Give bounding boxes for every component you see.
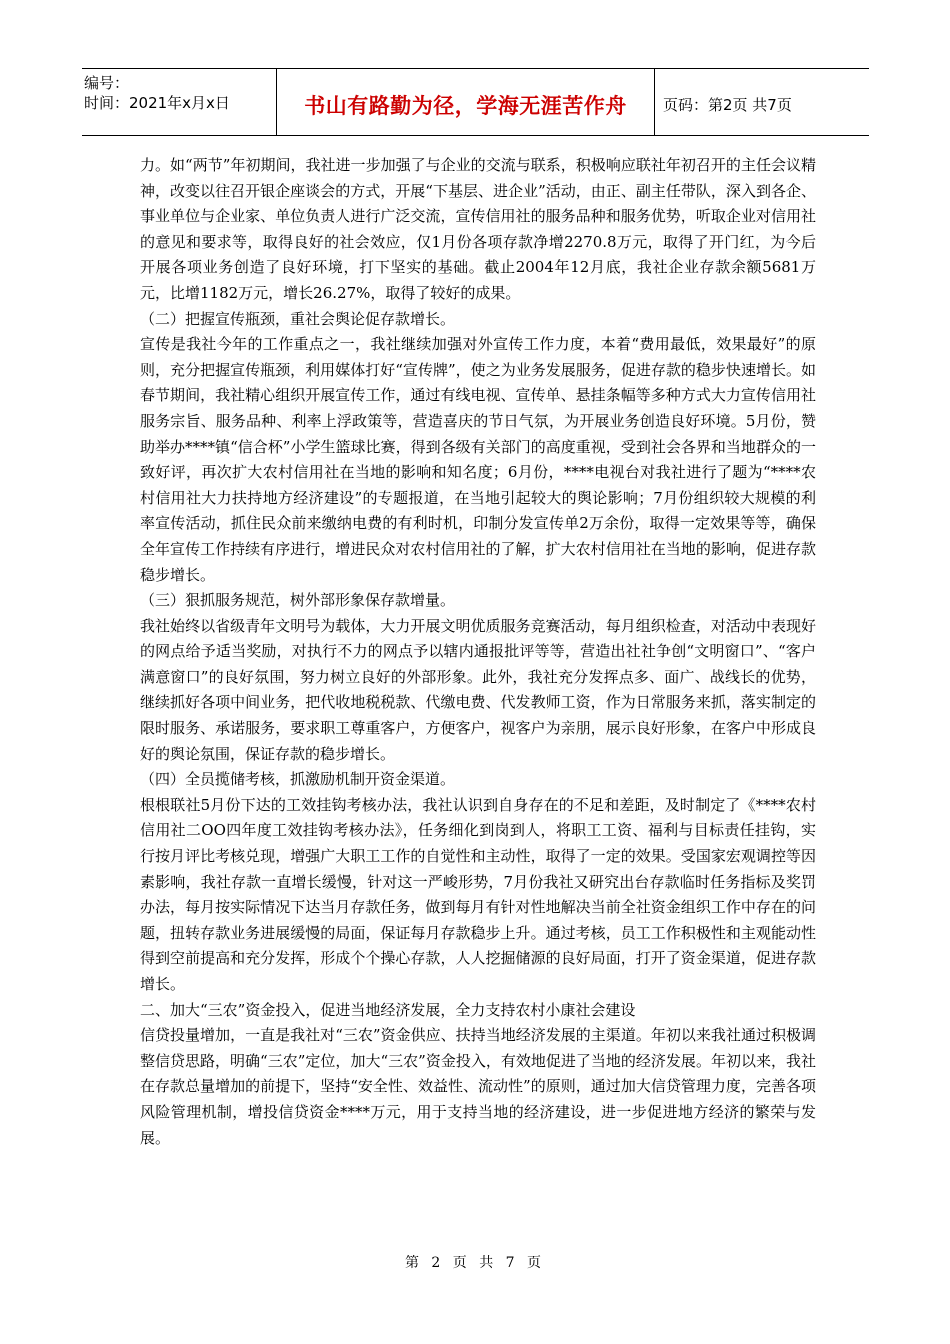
section-heading-3: （三）狠抓服务规范，树外部形象保存款增量。 [140, 591, 456, 610]
body-paragraph: 信贷投量增加，一直是我社对“三农”资金供应、扶持当地经济发展的主渠道。年初以来我社通过积极调整信贷思路，明确“三农”定位，加大“三农”资金投入，有效地促进了当地的经济发展。年初以来，我社在存款总量增加的前提下，坚持“安全性、效益性、流动性”的原则，通过加大信贷管理力度，完善各项风险管理机制，增投信贷资金****万元，用于支持当地的经济建设，进一步促进地方经济的繁荣与发展。 [140, 1026, 816, 1147]
body-paragraph: 宣传是我社今年的工作重点之一，我社继续加强对外宣传工作力度，本着“费用最低，效果最好”的原则，充分把握宣传瓶颈，利用媒体打好“宣传牌”，使之为业务发展服务，促进存款的稳步快速增长。如春节期间，我社精心组织开展宣传工作，通过有线电视、宣传单、悬挂条幅等多种方式大力宣传信用社服务宗旨、服务品种、利率上浮政策等，营造喜庆的节日气氛，为开展业务创造良好环境。5月份，赞助举办****镇“信合杯”小学生篮球比赛，得到各级有关部门的高度重视，受到社会各界和当地群众的一致好评，再次扩大农村信用社在当地的影响和知名度；6月份，****电视台对我社进行了题为“****农村信用社大力扶持地方经济建设”的专题报道，在当地引起较大的舆论影响；7月份组织较大规模的利率宣传活动，抓住民众前来缴纳电费的有利时机，印制分发宣传单2万余份，取得一定效果等等，确保全年宣传工作持续有序进行，增进民众对农村信用社的了解，扩大农村信用社在当地的影响，促进存款稳步增长。 [140, 335, 816, 584]
section-heading-part-two: 二、加大“三农”资金投入，促进当地经济发展，全力支持农村小康社会建设 [140, 1000, 636, 1019]
header-motto: 书山有路勤为径，学海无涯苦作舟 [277, 69, 655, 135]
header-meta [82, 69, 277, 135]
body-paragraph: 我社始终以省级青年文明号为载体，大力开展文明优质服务竞赛活动，每月组织检查，对活动中表现好的网点给予适当奖励，对执行不力的网点予以辖内通报批评等等，营造出社社争创“文明窗口”、“客户满意窗口”的良好氛围，努力树立良好的外部形象。此外，我社充分发挥点多、面广、战线长的优势，继续抓好各项中间业务，把代收地税税款、代缴电费、代发教师工资，作为日常服务来抓，落实制定的限时服务、承诺服务，要求职工尊重客户，方便客户，视客户为亲朋，展示良好形象，在客户中形成良好的舆论氛围，保证存款的稳步增长。 [140, 616, 816, 763]
section-heading-2: （二）把握宣传瓶颈，重社会舆论促存款增长。 [140, 309, 456, 328]
section-heading-4: （四）全员揽储考核，抓激励机制开资金渠道。 [140, 770, 456, 789]
page-header [82, 68, 869, 136]
header-page-number: 页码：第2页 共7页 [663, 95, 792, 114]
document-body [140, 153, 816, 1151]
document-number-label: 编号： [84, 74, 130, 92]
body-paragraph: 力。如“两节”年初期间，我社进一步加强了与企业的交流与联系，积极响应联社年初召开的主任会议精神，改变以往召开银企座谈会的方式，开展“下基层、进企业”活动，由正、副主任带队，深入到各企、事业单位与企业家、单位负责人进行广泛交流，宣传信用社的服务品种和服务优势，听取企业对信用社的意见和要求等，取得良好的社会效应，仅1月份各项存款净增2270.8万元，取得了开门红，为今后开展各项业务创造了良好环境，打下坚实的基础。截止2004年12月底，我社企业存款余额5681万元，比增1182万元，增长26.27%，取得了较好的成果。 [140, 156, 816, 302]
document-date-label: 时间：2021年x月x日 [84, 94, 230, 112]
body-paragraph: 根根联社5月份下达的工效挂钩考核办法，我社认识到自身存在的不足和差距，及时制定了《****农村信用社二OO四年度工效挂钩考核办法》，任务细化到岗到人，将职工工资、福利与目标责任挂钩，实行按月评比考核兑现，增强广大职工工作的自觉性和主动性，取得了一定的效果。受国家宏观调控等因素影响，我社存款一直增长缓慢，针对这一严峻形势，7月份我社又研究出台存款临时任务指标及奖罚办法，每月按实际情况下达当月存款任务，做到每月有针对性地解决当前全社资金组织工作中存在的问题，扭转存款业务进展缓慢的局面，保证每月存款稳步上升。通过考核，员工工作积极性和主观能动性得到空前提高和充分发挥，形成个个操心存款，人人挖掘储源的良好局面，打开了资金渠道，促进存款增长。 [140, 795, 816, 993]
page-footer: 第 2 页 共 7 页 [404, 1255, 546, 1271]
